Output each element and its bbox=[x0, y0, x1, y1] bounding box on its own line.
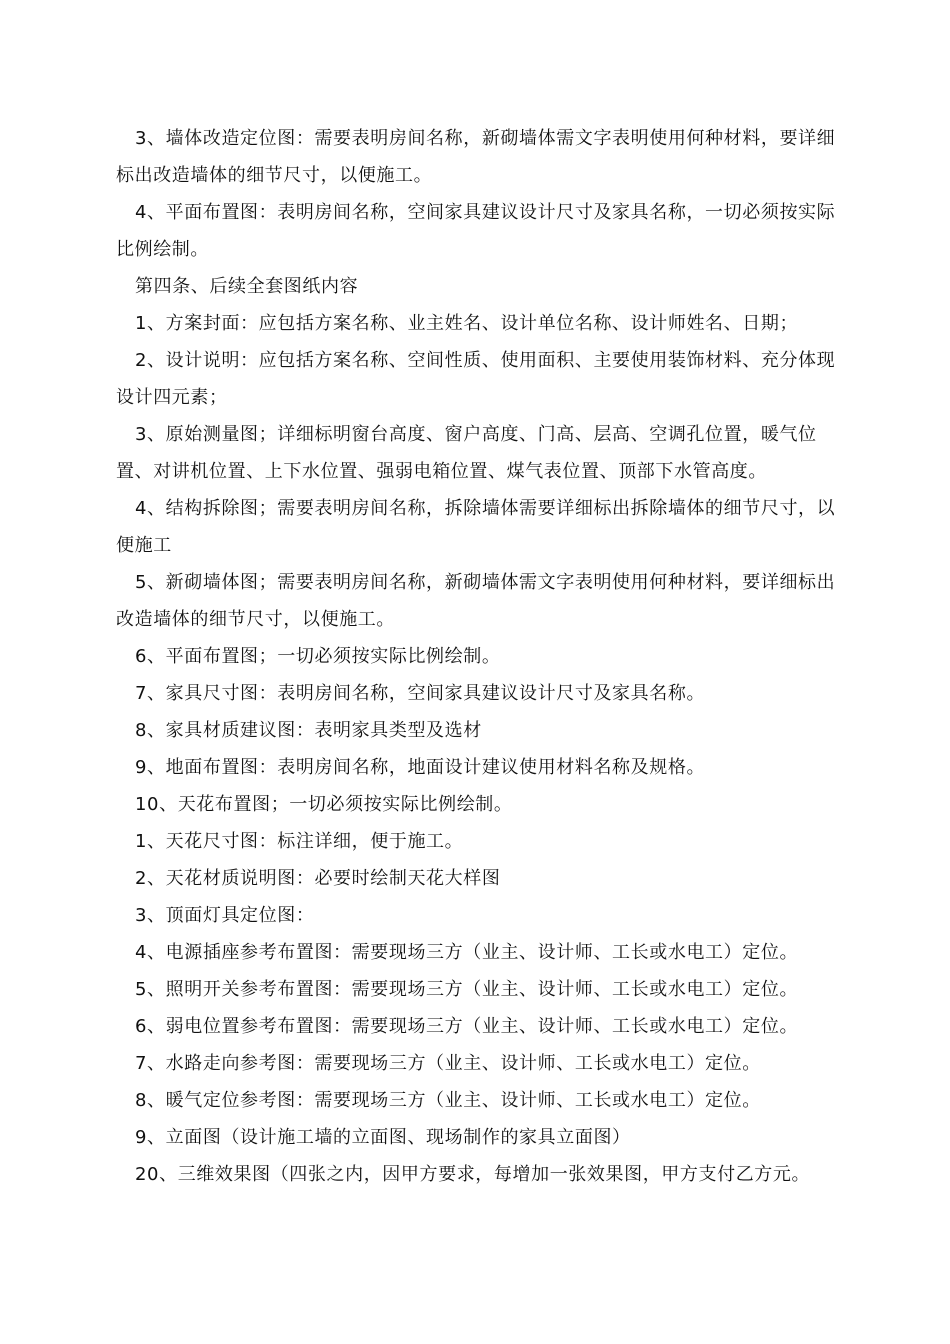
list-item: 5、新砌墙体图；需要表明房间名称，新砌墙体需文字表明使用何种材料，要详细标出改造墙体的细节尺寸，以便施工。 bbox=[116, 572, 836, 630]
list-item: 3、顶面灯具定位图： bbox=[135, 905, 315, 926]
list-item: 3、原始测量图；详细标明窗台高度、窗户高度、门高、层高、空调孔位置，暖气位置、对讲机位置、上下水位置、强弱电箱位置、煤气表位置、顶部下水管高度。 bbox=[116, 424, 817, 482]
list-item: 7、家具尺寸图：表明房间名称，空间家具建议设计尺寸及家具名称。 bbox=[135, 683, 706, 704]
list-item: 6、弱电位置参考布置图：需要现场三方（业主、设计师、工长或水电工）定位。 bbox=[135, 1016, 799, 1037]
list-item: 1、方案封面：应包括方案名称、业主姓名、设计单位名称、设计师姓名、日期； bbox=[135, 313, 799, 334]
list-item: 2、天花材质说明图：必要时绘制天花大样图 bbox=[135, 868, 501, 889]
list-item: 20、三维效果图（四张之内，因甲方要求，每增加一张效果图，甲方支付乙方元。 bbox=[135, 1164, 811, 1185]
list-item: 5、照明开关参考布置图：需要现场三方（业主、设计师、工长或水电工）定位。 bbox=[135, 979, 799, 1000]
list-item: 1、天花尺寸图：标注详细，便于施工。 bbox=[135, 831, 464, 852]
list-item: 4、结构拆除图；需要表明房间名称，拆除墙体需要详细标出拆除墙体的细节尺寸，以便施工 bbox=[116, 498, 836, 556]
paragraph-floor-layout-plan: 4、平面布置图：表明房间名称，空间家具建议设计尺寸及家具名称，一切必须按实际比例绘制。 bbox=[116, 202, 836, 260]
list-item: 7、水路走向参考图：需要现场三方（业主、设计师、工长或水电工）定位。 bbox=[135, 1053, 761, 1074]
document-body bbox=[116, 120, 840, 1193]
list-item: 4、电源插座参考布置图：需要现场三方（业主、设计师、工长或水电工）定位。 bbox=[135, 942, 799, 963]
list-item: 9、立面图（设计施工墙的立面图、现场制作的家具立面图） bbox=[135, 1127, 631, 1148]
paragraph-wall-renovation-plan: 3、墙体改造定位图：需要表明房间名称，新砌墙体需文字表明使用何种材料，要详细标出改造墙体的细节尺寸，以便施工。 bbox=[116, 128, 836, 186]
list-item: 2、设计说明：应包括方案名称、空间性质、使用面积、主要使用装饰材料、充分体现设计四元素； bbox=[116, 350, 836, 408]
section-heading-article-four: 第四条、后续全套图纸内容 bbox=[135, 276, 359, 297]
list-item: 6、平面布置图；一切必须按实际比例绘制。 bbox=[135, 646, 501, 667]
list-item: 10、天花布置图；一切必须按实际比例绘制。 bbox=[135, 794, 513, 815]
list-item: 9、地面布置图：表明房间名称，地面设计建议使用材料名称及规格。 bbox=[135, 757, 706, 778]
list-item: 8、家具材质建议图：表明家具类型及选材 bbox=[135, 720, 482, 741]
list-item: 8、暖气定位参考图：需要现场三方（业主、设计师、工长或水电工）定位。 bbox=[135, 1090, 761, 1111]
